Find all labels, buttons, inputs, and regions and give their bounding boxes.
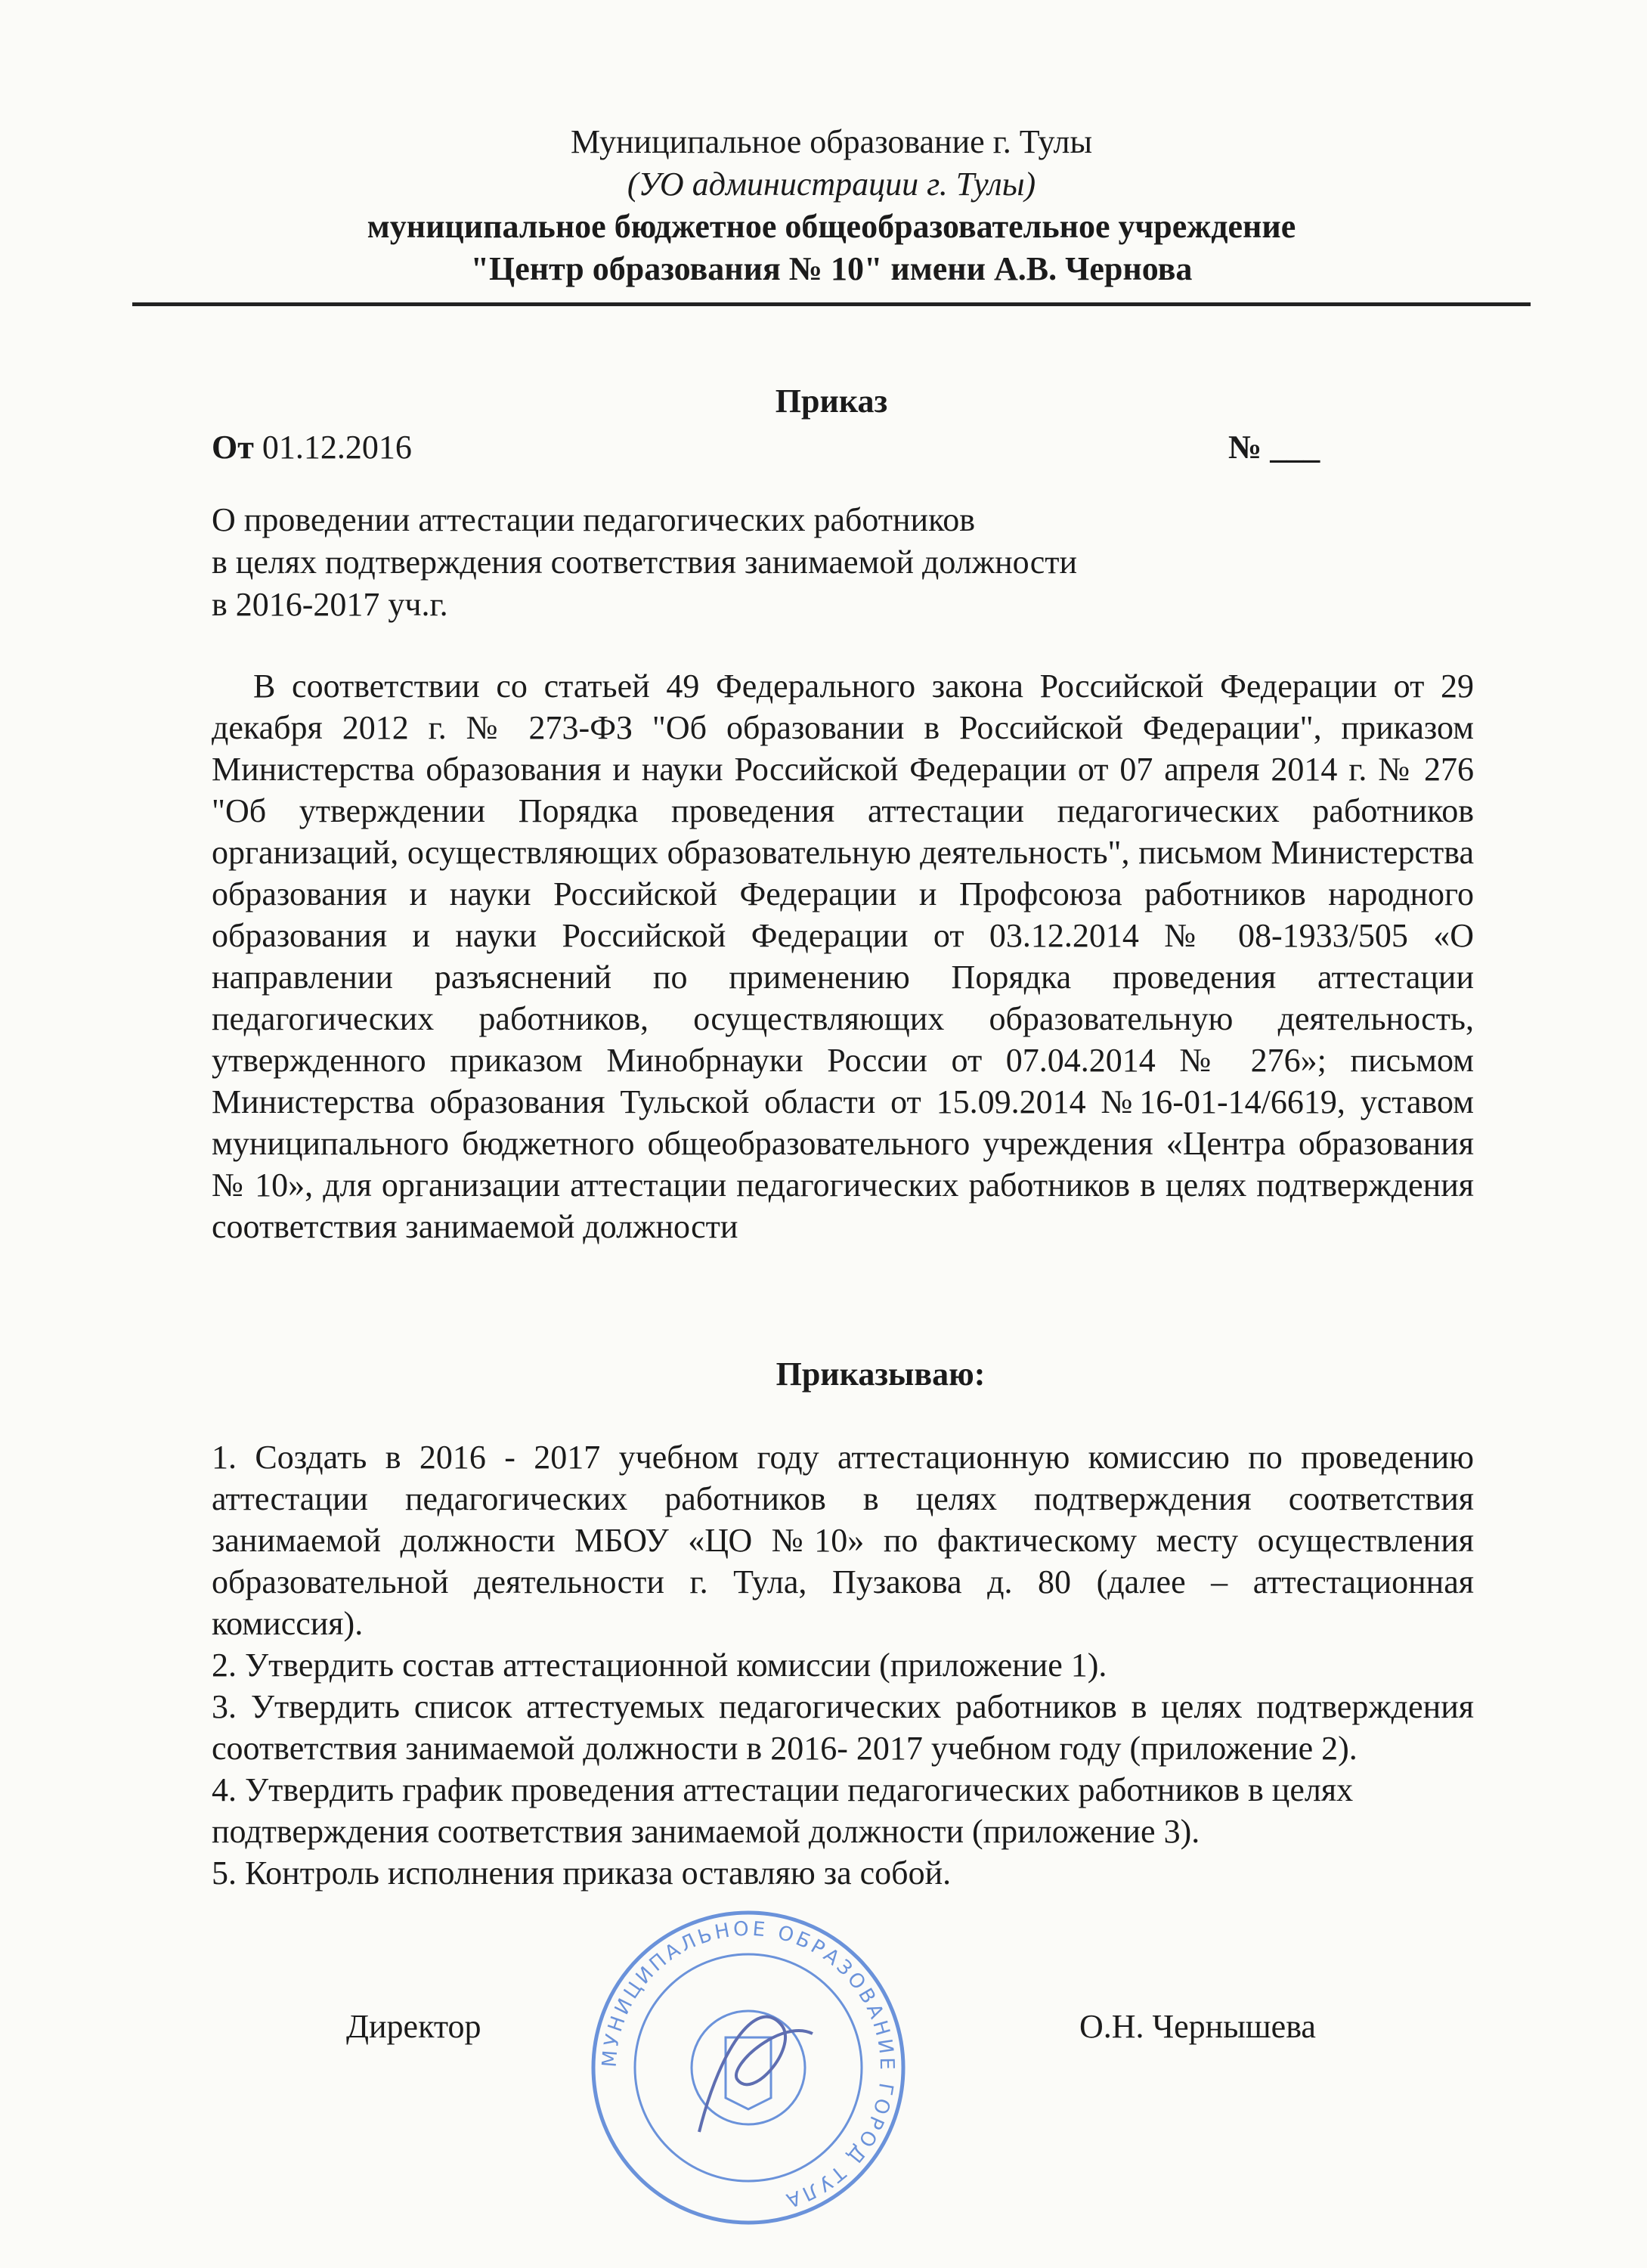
subject-line: О проведении аттестации педагогических работников bbox=[212, 501, 976, 538]
date-value: 01.12.2016 bbox=[262, 429, 412, 466]
header-municipality: Муниципальное образование г. Тулы bbox=[570, 123, 1093, 160]
order-item: 2. Утвердить состав аттестационной комиссии (приложение 1). bbox=[212, 1647, 1107, 1684]
stamp-center-ring bbox=[692, 2011, 805, 2124]
header-department: (УО администрации г. Тулы) bbox=[627, 166, 1036, 203]
order-item: 5. Контроль исполнения приказа оставляю за собой. bbox=[212, 1854, 952, 1892]
header-institution-type: муниципальное бюджетное общеобразовательное учреждение bbox=[367, 208, 1296, 245]
order-item: 3. Утвердить список аттестуемых педагогических работников в целях подтверждения соответствия занимаемой должности в 2016- 2017 учебном году (приложение 2). bbox=[212, 1688, 1474, 1767]
stamp-arc-text: МУНИЦИПАЛЬНОЕ ОБРАЗОВАНИЕ ГОРОД ТУЛА bbox=[598, 1917, 899, 2213]
official-stamp bbox=[586, 1905, 911, 2230]
stamp-outer-ring bbox=[593, 1913, 903, 2223]
order-items bbox=[212, 1436, 1474, 1894]
header-divider bbox=[132, 302, 1531, 306]
subject-line: в целях подтверждения соответствия занимаемой должности bbox=[212, 544, 1078, 581]
letterhead bbox=[132, 121, 1531, 290]
document-date bbox=[212, 428, 412, 466]
subject-line: в 2016-2017 уч.г. bbox=[212, 586, 448, 623]
header-institution-name: "Центр образования № 10" имени А.В. Чернова bbox=[470, 250, 1193, 287]
preamble-paragraph: В соответствии со статьей 49 Федерального закона Российской Федерации от 29 декабря 2012 г. № 273-ФЗ "Об образовании в Российской Федерации", приказом Министерства образования и науки Российской Федерации от 07 апреля 2014 г. № 276 "Об утверждении Порядка проведения аттестации педагогических работников организаций, осуществляющих образовательную деятельность", письмом Министерства образования и науки Российской Федерации и Профсоюза работников народного образования и науки Российской Федерации от 03.12.2014 № 08-1933/505 «О направлении разъяснений по применению Порядка проведения аттестации педагогических работников, осуществляющих образовательную деятельность, утвержденного приказом Минобрнауки России от 07.04.2014 № 276»; письмом Министерства образования Тульской области от 15.09.2014 №16-01-14/6619, уставом муниципального бюджетного общеобразовательного учреждения «Центра образования № 10», для организации аттестации педагогических работников в целях подтверждения соответствия занимаемой должности bbox=[212, 668, 1474, 1245]
document-subject bbox=[212, 499, 1345, 626]
document-title: Приказ bbox=[775, 383, 888, 420]
document-number: № ___ bbox=[1228, 429, 1320, 466]
signer-name: О.Н. Чернышева bbox=[1079, 2008, 1316, 2045]
order-item: 1. Создать в 2016 - 2017 учебном году аттестационную комиссию по проведению аттестации педагогических работников в целях подтверждения соответствия занимаемой должности МБОУ «ЦО №10» по фактическому месту осуществления образовательной деятельности г. Тула, Пузакова д. 80 (далее – аттестационная комиссия). bbox=[212, 1439, 1474, 1642]
stamp-inner-ring bbox=[635, 1954, 862, 2181]
order-item: 4. Утвердить график проведения аттестации педагогических работников в целях подтверждения соответствия занимаемой должности (приложение 3). bbox=[212, 1771, 1354, 1850]
date-label: От bbox=[212, 429, 254, 466]
signer-role: Директор bbox=[346, 2008, 481, 2045]
order-heading: Приказываю: bbox=[776, 1356, 986, 1393]
